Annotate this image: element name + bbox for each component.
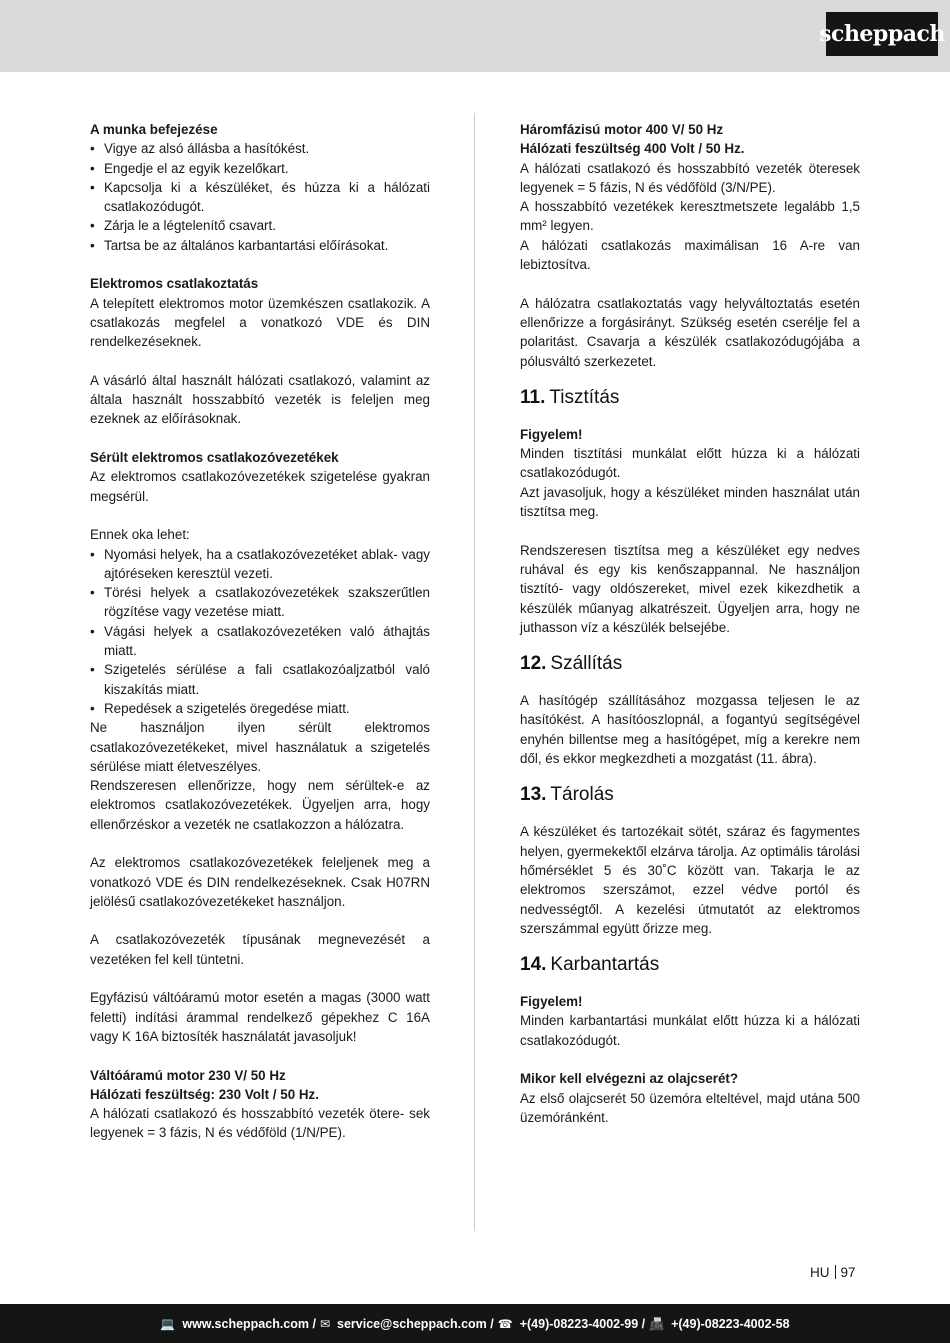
section-subtitle-voltage: Hálózati feszültség 400 Volt / 50 Hz.: [520, 141, 745, 157]
paragraph: Az elektromos csatlakozóvezetékek szigetelése gyakran megsérül.: [90, 469, 430, 504]
paragraph: A hálózati csatlakozó és hosszabbító vezeték öteresek legyenek = 5 fázis, N és védőföld (3/N/PE).: [520, 160, 860, 195]
section-title-electrical: Elektromos csatlakoztatás: [90, 276, 259, 292]
page-number: [810, 1265, 856, 1280]
footer-phone: +(49)-08223-4002-99 /: [519, 1316, 646, 1331]
heading-storage: [520, 782, 860, 808]
paragraph: Minden tisztítási munkálat előtt húzza ki a hálózati csatlakozódugót.: [520, 446, 860, 481]
paragraph: Az elektromos csatlakozóvezetékek feleljenek meg a vonatkozó VDE és DIN rendelkezéseknek. Csak H07RN jelölésű csatlakozóvezetékeket használjon.: [90, 855, 430, 909]
section-title-ac-motor: Váltóáramú motor 230 V/ 50 Hz: [90, 1067, 286, 1083]
paragraph: Az első olajcserét 50 üzemóra elteltével, majd utána 500 üzemóránként.: [520, 1090, 860, 1125]
right-column: [520, 120, 860, 1127]
footer-fax: +(49)-08223-4002-58: [671, 1316, 790, 1331]
paragraph: Ennek oka lehet:: [90, 527, 190, 543]
page-language: HU: [810, 1265, 830, 1280]
section-title-damaged-cables: Sérült elektromos csatlakozóvezetékek: [90, 450, 339, 466]
list-item: • Repedések a szigetelés öregedése miatt.: [90, 699, 430, 718]
heading-number: 11.: [520, 386, 546, 408]
paragraph: A hasítógép szállításához mozgassa teljesen le az hasítókést. A hasítóoszlopnál, a fogantyú segítségével enyhén billentse meg a hasítógépet, míg a kerekre nem dől, és ekkor megkezdheti a mozgatást (11. ábra).: [520, 693, 860, 767]
damage-causes-list: [90, 545, 430, 719]
paragraph: Rendszeresen ellenőrizze, hogy nem sérültek-e az elektromos csatlakozóvezetékek. Ügyeljen arra, hogy ellenőrzéskor a vezeték ne csatlakozzon a hálózatra.: [90, 778, 430, 832]
warning-label: Figyelem!: [520, 426, 583, 442]
paragraph: Minden karbantartási munkálat előtt húzza ki a hálózati csatlakozódugót.: [520, 1013, 860, 1048]
list-item: • Vigye az alsó állásba a hasítókést.: [90, 139, 430, 158]
heading-cleaning: [520, 385, 860, 411]
header-bar: [0, 0, 950, 72]
heading-text: Tárolás: [550, 784, 614, 806]
section-title-finish: A munka befejezése: [90, 122, 218, 137]
paragraph: A készüléket és tartozékait sötét, száraz és fagymentes helyen, gyermekektől elzárva tárolja. Az optimális tárolási hőmérséklet 5 és 30˚C között van. Takarja le az elektromos szerszámot, ezzel védve portól és nedvességtől. A kezelési útmutatót az elektromos szerszámmal együtt őrizze meg.: [520, 824, 860, 936]
envelope-icon: ✉: [319, 1316, 331, 1331]
heading-maintenance: [520, 952, 860, 978]
paragraph: Azt javasoljuk, hogy a készüléket minden használat után tisztítsa meg.: [520, 484, 860, 520]
heading-text: Szállítás: [550, 653, 623, 675]
section-subtitle-voltage: Hálózati feszültség: 230 Volt / 50 Hz.: [90, 1086, 319, 1102]
heading-number: 12.: [520, 653, 547, 675]
list-item: • Vágási helyek a csatlakozóvezetéken való áthajtás miatt.: [90, 622, 430, 661]
heading-text: Tisztítás: [549, 386, 620, 408]
page-number-value: 97: [840, 1265, 856, 1280]
warning-label: Figyelem!: [520, 994, 583, 1010]
list-item: • Tartsa be az általános karbantartási előírásokat.: [90, 236, 430, 255]
paragraph: A vásárló által használt hálózati csatlakozó, valamint az általa használt hosszabbító vezeték is feleljen meg ezeknek az előírásoknak.: [90, 372, 430, 427]
footer-website[interactable]: www.scheppach.com /: [182, 1316, 316, 1331]
heading-transport: [520, 651, 860, 677]
list-item: • Kapcsolja ki a készüléket, és húzza ki a hálózati csatlakozódugót.: [90, 178, 430, 217]
paragraph: A hosszabbító vezetékek keresztmetszete legalább 1,5 mm² legyen.: [520, 199, 860, 234]
list-item: • Törési helyek a csatlakozóvezetékek szakszerűtlen rögzítése vagy vezetése miatt.: [90, 583, 430, 622]
footer-bar: [0, 1304, 950, 1343]
scheppach-logo: scheppach: [826, 12, 938, 56]
paragraph: Rendszeresen tisztítsa meg a készüléket egy nedves ruhával és egy kis kenőszappannal. Ne használjon tisztító- vagy oldószereket, mivel ezek kikezdhetik a készülék műanyag alkatrészeit. Ügyeljen arra, hogy ne juthasson víz a készülék belsejébe.: [520, 542, 860, 635]
paragraph: Egyfázisú váltóáramú motor esetén a magas (3000 watt feletti) indítási árammal rendelkező gépekhez C 16A vagy K 16A biztosíték használatát javasoljuk!: [90, 990, 430, 1044]
list-item: • Zárja le a légtelenítő csavart.: [90, 216, 430, 235]
column-divider: [474, 113, 475, 1231]
paragraph: A hálózati csatlakozó és hosszabbító vezeték ötere- sek legyenek = 3 fázis, N és védőföld (1/N/PE).: [90, 1106, 430, 1141]
paragraph: A hálózati csatlakozás maximálisan 16 A-re van lebiztosítva.: [520, 237, 860, 273]
oil-change-question: Mikor kell elvégezni az olajcserét?: [520, 1071, 739, 1087]
page-number-separator: [835, 1265, 836, 1279]
heading-number: 14.: [520, 954, 547, 976]
phone-icon: ☎: [497, 1316, 513, 1331]
list-item: • Szigetelés sérülése a fali csatlakozóaljzatból való kiszakítás miatt.: [90, 660, 430, 699]
paragraph: A hálózatra csatlakoztatás vagy helyváltoztatás esetén ellenőrizze a forgásirányt. Szükség esetén cserélje fel a polaritást. Csavarja a készülék csatlakozódugójába a pólusváltó szerkezetet.: [520, 295, 860, 369]
list-item: • Nyomási helyek, ha a csatlakozóvezetéket ablak- vagy ajtóréseken keresztül vezeti.: [90, 545, 430, 584]
list-item: • Engedje el az egyik kezelőkart.: [90, 159, 430, 178]
finish-steps-list: [90, 139, 430, 255]
paragraph: A telepített elektromos motor üzemkészen csatlakozik. A csatlakozás megfelel a vonatkozó VDE és DIN rendelkezéseknek.: [90, 295, 430, 350]
paragraph: A csatlakozóvezeték típusának megnevezését a vezetéken fel kell tüntetni.: [90, 932, 430, 967]
footer-email[interactable]: service@scheppach.com /: [337, 1316, 494, 1331]
heading-number: 13.: [520, 784, 547, 806]
computer-icon: 💻: [160, 1316, 176, 1331]
heading-text: Karbantartás: [550, 954, 660, 976]
fax-icon: 📠: [649, 1316, 665, 1331]
paragraph: Ne használjon ilyen sérült elektromos csatlakozóvezetékeket, mivel használatuk a szigetelés sérülése miatt életveszélyes.: [90, 720, 430, 774]
left-column: [90, 120, 430, 1143]
section-title-threephase-motor: Háromfázisú motor 400 V/ 50 Hz: [520, 122, 724, 137]
